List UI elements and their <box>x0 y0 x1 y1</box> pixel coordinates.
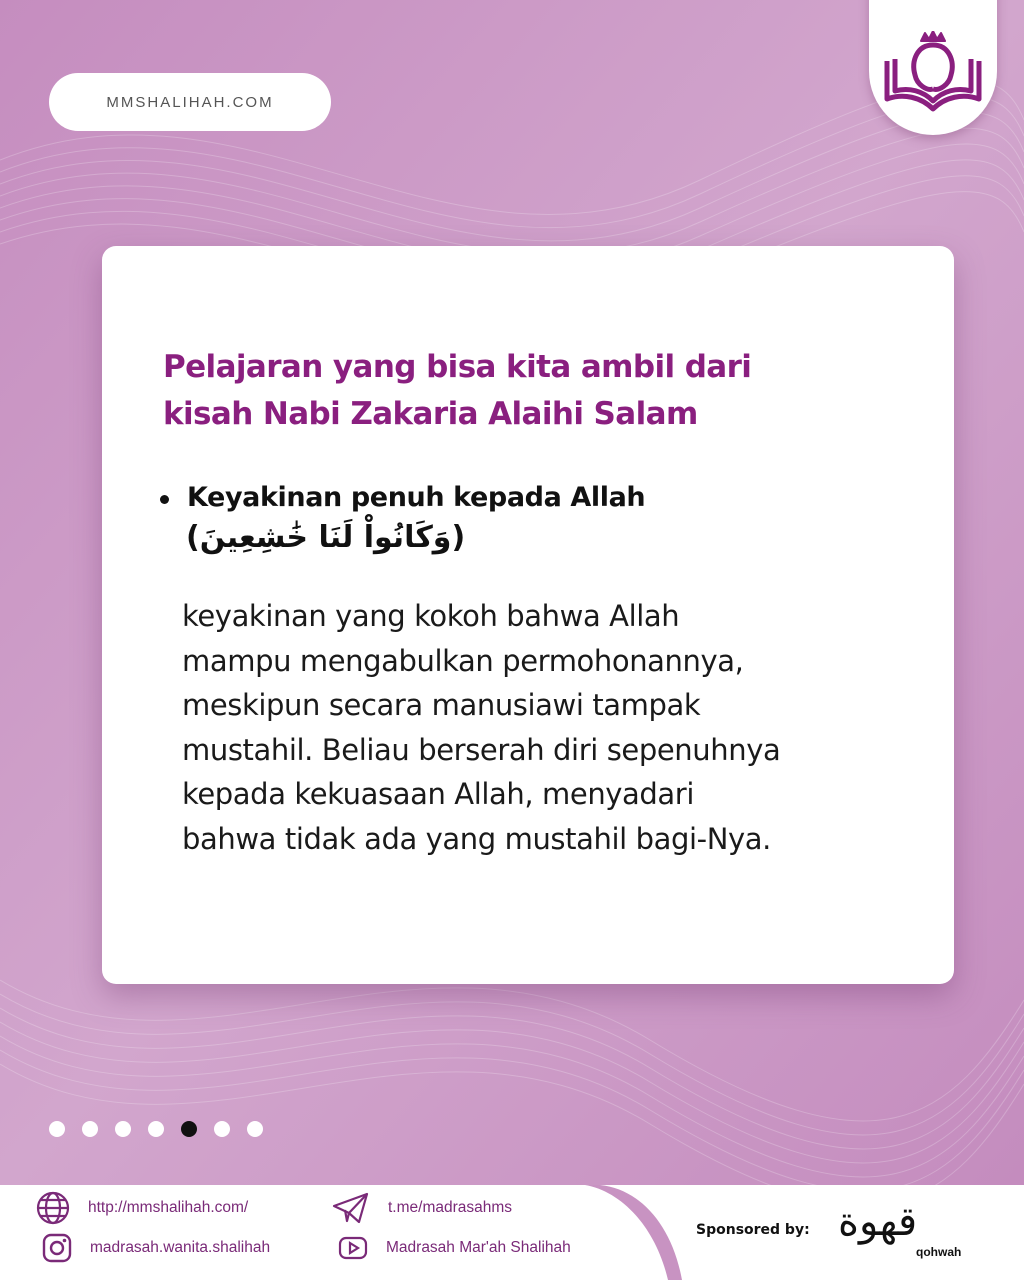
telegram-link[interactable]: t.me/madrasahms <box>388 1199 513 1216</box>
footer-website[interactable] <box>36 1191 248 1225</box>
sponsor-logo <box>838 1193 978 1273</box>
description-line: kepada kekuasaan Allah, menyadari <box>182 777 694 812</box>
globe-icon <box>36 1191 70 1225</box>
website-pill-label: MMSHALIHAH.COM <box>106 93 274 111</box>
point-heading: Keyakinan penuh kepada Allah <box>187 482 646 513</box>
slide-pager <box>49 1121 263 1137</box>
footer <box>0 1185 1024 1280</box>
card-title-line-1: Pelajaran yang bisa kita ambil dari <box>163 349 752 385</box>
card-title-line-2: kisah Nabi Zakaria Alaihi Salam <box>163 396 698 432</box>
pager-dot-active[interactable] <box>181 1121 197 1137</box>
footer-youtube[interactable] <box>338 1235 571 1261</box>
telegram-icon <box>332 1191 370 1225</box>
description-line: mustahil. Beliau berserah diri sepenuhnya <box>182 732 781 767</box>
arabic-verse: (وَكَانُواْ لَنَا خَٰشِعِينَ) <box>186 520 466 555</box>
content-card <box>102 246 954 984</box>
bullet-icon <box>160 495 169 504</box>
youtube-channel[interactable]: Madrasah Mar'ah Shalihah <box>386 1239 571 1256</box>
sponsor-logo-arabic: قهوة <box>838 1199 918 1245</box>
instagram-icon <box>42 1233 72 1263</box>
instagram-handle[interactable]: madrasah.wanita.shalihah <box>90 1239 271 1256</box>
pager-dot[interactable] <box>115 1121 131 1137</box>
pager-dot[interactable] <box>214 1121 230 1137</box>
point-item <box>160 480 645 516</box>
description-line: mampu mengabulkan permohonannya, <box>182 643 744 678</box>
description-line: meskipun secara manusiawi tampak <box>182 688 701 723</box>
pager-dot[interactable] <box>82 1121 98 1137</box>
description-line: bahwa tidak ada yang mustahil bagi-Nya. <box>182 821 771 856</box>
youtube-icon <box>338 1235 368 1261</box>
logo-tab <box>869 0 997 135</box>
pager-dot[interactable] <box>247 1121 263 1137</box>
footer-instagram[interactable] <box>42 1233 270 1263</box>
sponsored-label: Sponsored by: <box>696 1222 810 1238</box>
pager-dot[interactable] <box>49 1121 65 1137</box>
pager-dot[interactable] <box>148 1121 164 1137</box>
website-link[interactable]: http://mmshalihah.com/ <box>88 1199 249 1216</box>
description-line: keyakinan yang kokoh bahwa Allah <box>182 599 680 633</box>
point-description <box>182 594 862 862</box>
sponsor-logo-latin: qohwah <box>916 1245 962 1259</box>
madrasah-logo-icon <box>881 31 985 115</box>
website-pill[interactable] <box>49 73 331 131</box>
footer-telegram[interactable] <box>332 1191 512 1225</box>
card-title <box>163 344 863 438</box>
